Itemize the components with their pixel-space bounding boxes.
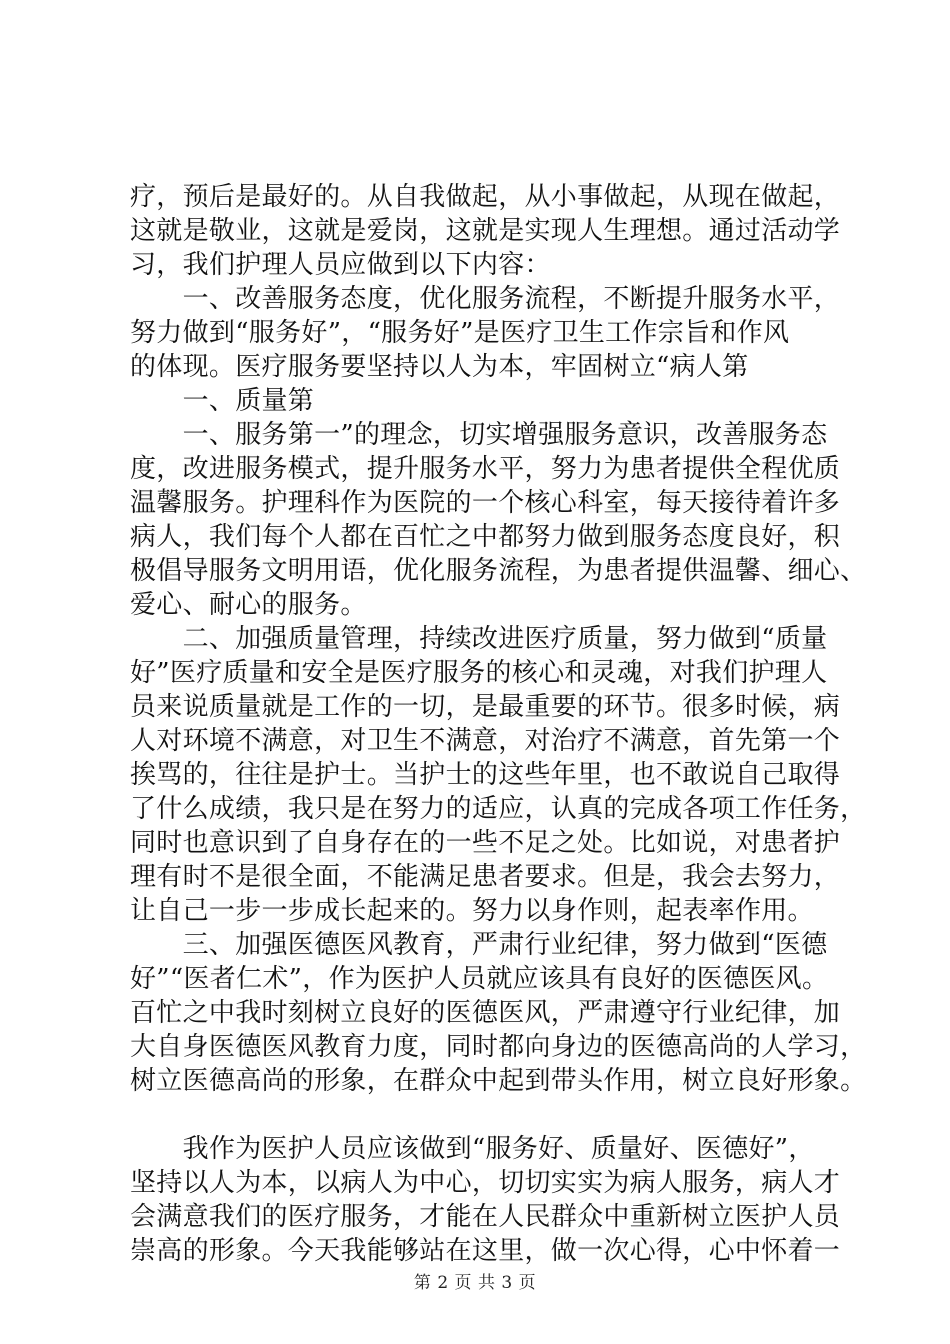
text-line: 一、改善服务态度，优化服务流程，不断提升服务水平， <box>130 284 841 314</box>
text-line: 病人，我们每个人都在百忙之中都努力做到服务态度良好，积 <box>130 522 841 552</box>
text-line: 大自身医德医风教育力度，同时都向身边的医德高尚的人学习， <box>130 1032 867 1062</box>
text-line: 崇高的形象。今天我能够站在这里，做一次心得，心中怀着一 <box>130 1236 841 1266</box>
text-line: 一、质量第 <box>130 386 315 416</box>
text-line: 了什么成绩，我只是在努力的适应，认真的完成各项工作任务， <box>130 794 867 824</box>
text-line: 的体现。医疗服务要坚持以人为本，牢固树立“病人第 <box>130 352 749 382</box>
text-line: 爱心、耐心的服务。 <box>130 590 367 620</box>
text-line: 努力做到“服务好”，“服务好”是医疗卫生工作宗旨和作风 <box>130 318 790 348</box>
text-line: 会满意我们的医疗服务，才能在人民群众中重新树立医护人员 <box>130 1202 841 1232</box>
text-line: 同时也意识到了自身存在的一些不足之处。比如说，对患者护 <box>130 828 841 858</box>
text-line: 百忙之中我时刻树立良好的医德医风，严肃遵守行业纪律，加 <box>130 998 841 1028</box>
text-line: 好”医疗质量和安全是医疗服务的核心和灵魂，对我们护理人 <box>130 658 828 688</box>
text-line: 温馨服务。护理科作为医院的一个核心科室，每天接待着许多 <box>130 488 841 518</box>
text-line: 好”“医者仁术”，作为医护人员就应该具有良好的医德医风。 <box>130 964 829 994</box>
text-line: 让自己一步一步成长起来的。努力以身作则，起表率作用。 <box>130 896 814 926</box>
text-line: 这就是敬业，这就是爱岗，这就是实现人生理想。通过活动学 <box>130 216 841 246</box>
text-line: 挨骂的，往往是护士。当护士的这些年里，也不敢说自己取得 <box>130 760 841 790</box>
text-line: 二、加强质量管理，持续改进医疗质量，努力做到“质量 <box>130 624 828 654</box>
page-number-footer: 第 2 页 共 3 页 <box>413 1273 537 1293</box>
text-line: 三、加强医德医风教育，严肃行业纪律，努力做到“医德 <box>130 930 828 960</box>
text-line: 人对环境不满意，对卫生不满意，对治疗不满意，首先第一个 <box>130 726 841 756</box>
text-line: 理有时不是很全面，不能满足患者要求。但是，我会去努力， <box>130 862 841 892</box>
text-line: 员来说质量就是工作的一切，是最重要的环节。很多时候，病 <box>130 692 841 722</box>
text-line: 坚持以人为本，以病人为中心，切切实实为病人服务，病人才 <box>130 1168 841 1198</box>
text-line: 一、服务第一”的理念，切实增强服务意识，改善服务态 <box>130 420 828 450</box>
text-line: 度，改进服务模式，提升服务水平，努力为患者提供全程优质 <box>130 454 841 484</box>
text-line: 习，我们护理人员应做到以下内容： <box>130 250 551 280</box>
text-line: 疗，预后是最好的。从自我做起，从小事做起，从现在做起， <box>130 182 841 212</box>
text-line: 我作为医护人员应该做到“服务好、质量好、医德好”， <box>130 1134 815 1164</box>
text-line: 树立医德高尚的形象，在群众中起到带头作用，树立良好形象。 <box>130 1066 867 1096</box>
text-line: 极倡导服务文明用语，优化服务流程，为患者提供温馨、细心、 <box>130 556 867 586</box>
